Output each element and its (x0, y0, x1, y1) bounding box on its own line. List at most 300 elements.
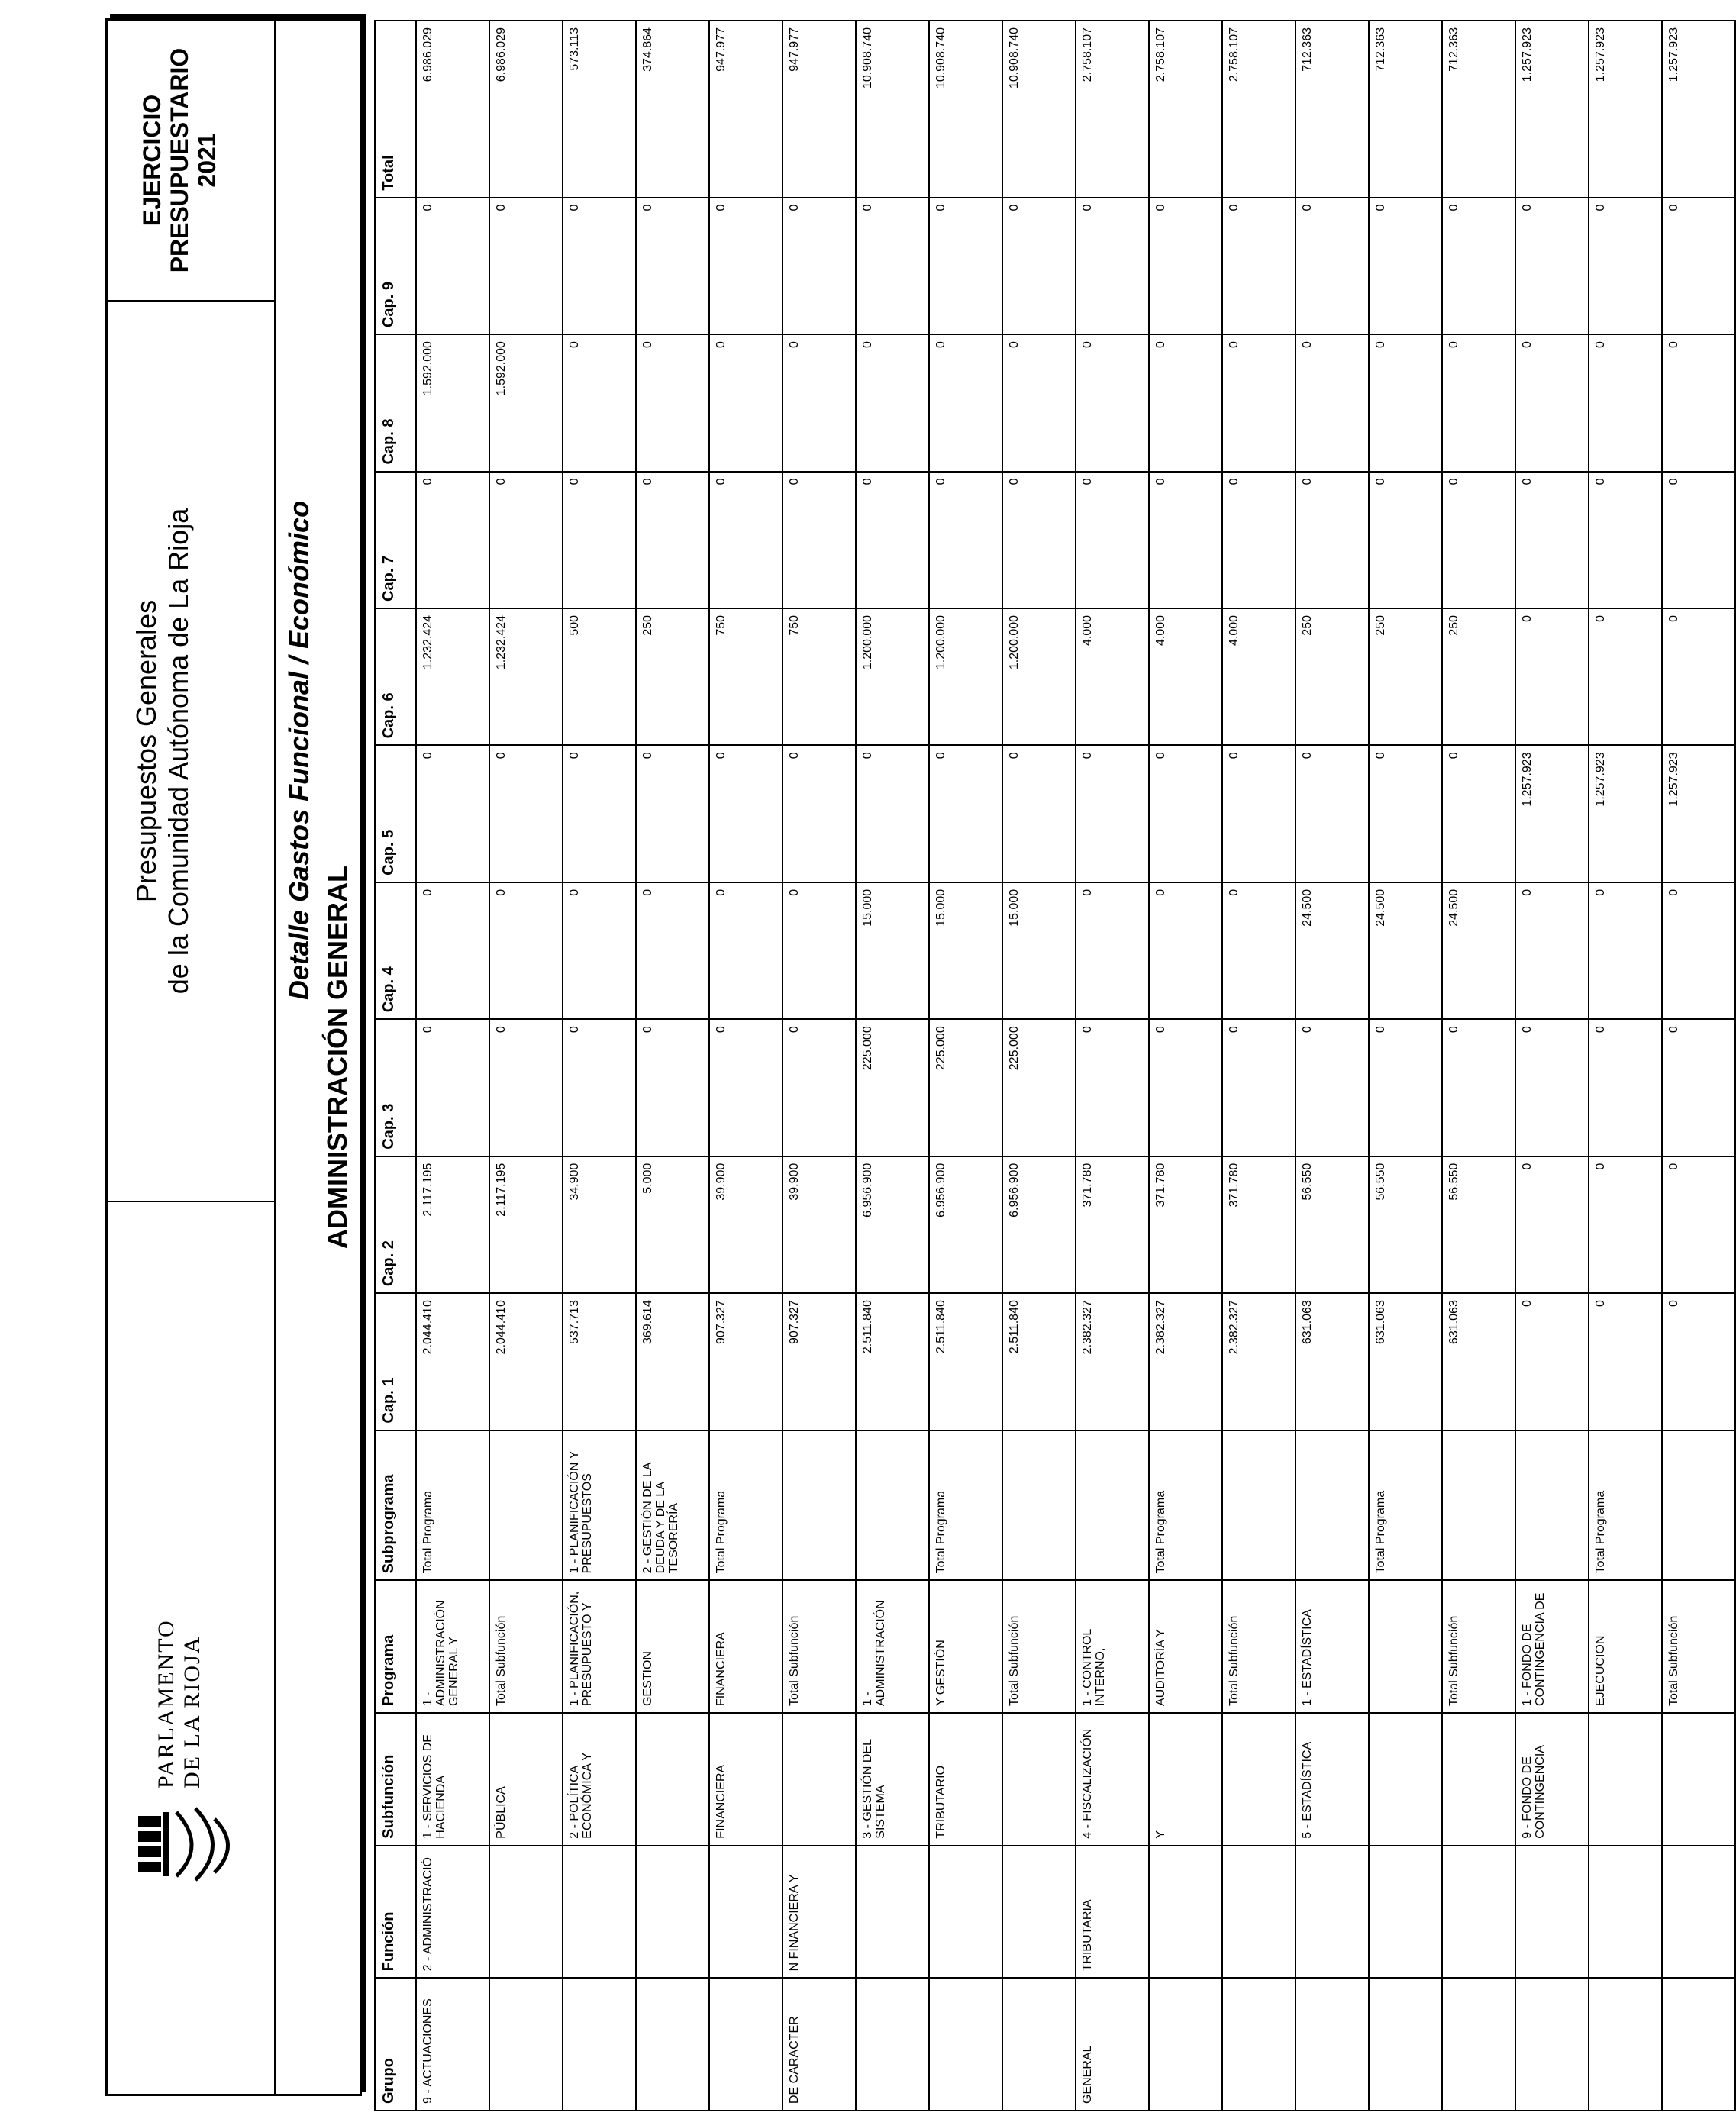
value-cell: 0 (1662, 334, 1735, 471)
subprograma-cell: Total Programa (1589, 1430, 1662, 1581)
grupo-cell: DE CARACTER (782, 1978, 856, 2111)
subprograma-cell (1296, 1430, 1369, 1581)
value-cell: 0 (1589, 198, 1662, 334)
value-cell: 6.956.900 (929, 1156, 1002, 1293)
value-cell: 1.257.923 (1589, 21, 1662, 198)
funcion-cell (1515, 1846, 1589, 1979)
value-cell: 0 (1222, 472, 1296, 608)
programa-cell: Total Subfunción (782, 1580, 856, 1713)
value-cell: 374.864 (636, 21, 709, 198)
value-cell: 0 (856, 745, 929, 882)
value-cell: 0 (856, 334, 929, 471)
value-cell: 0 (929, 472, 1002, 608)
value-cell: 0 (563, 334, 636, 471)
table-row (563, 21, 636, 2111)
value-cell: 15.000 (929, 882, 1002, 1019)
value-cell: 4.000 (1222, 608, 1296, 745)
programa-cell: Y GESTIÓN (929, 1580, 1002, 1713)
value-cell: 2.758.107 (1149, 21, 1222, 198)
value-cell: 1.257.923 (1662, 745, 1735, 882)
value-cell: 573.113 (563, 21, 636, 198)
funcion-cell (856, 1846, 929, 1979)
value-cell: 0 (1442, 334, 1515, 471)
grupo-cell (1662, 1978, 1735, 2111)
value-cell: 2.758.107 (1222, 21, 1296, 198)
subfuncion-cell: FINANCIERA (709, 1713, 782, 1846)
value-cell: 0 (1002, 745, 1076, 882)
programa-cell: Total Subfunción (1662, 1580, 1735, 1713)
value-cell: 0 (416, 745, 489, 882)
value-cell: 2.382.327 (1222, 1293, 1296, 1430)
value-cell: 1.592.000 (416, 334, 489, 471)
column-header: Cap. 8 (375, 334, 416, 471)
value-cell: 631.063 (1369, 1293, 1442, 1430)
value-cell: 2.117.195 (489, 1156, 563, 1293)
value-cell: 1.232.424 (489, 608, 563, 745)
subprograma-cell: 1 - PLANIFICACIÓN Y PRESUPUESTOS (563, 1430, 636, 1581)
ejercicio-year: 2021 (193, 133, 221, 188)
funcion-cell (563, 1846, 636, 1979)
grupo-cell (563, 1978, 636, 2111)
value-cell: 0 (782, 472, 856, 608)
value-cell: 0 (1149, 472, 1222, 608)
value-cell: 0 (1076, 745, 1149, 882)
subfuncion-cell: 2 - POLÍTICA ECONÓMICA Y (563, 1713, 636, 1846)
value-cell: 0 (1662, 1019, 1735, 1156)
value-cell: 225.000 (929, 1019, 1002, 1156)
crest-icon (131, 1804, 245, 1888)
value-cell: 0 (416, 1019, 489, 1156)
org-line2: DE LA RIOJA (179, 1635, 205, 1788)
programa-cell: AUDITORÍA Y (1149, 1580, 1222, 1713)
value-cell: 712.363 (1296, 21, 1369, 198)
value-cell: 1.257.923 (1515, 21, 1589, 198)
subprograma-cell (1442, 1430, 1515, 1581)
value-cell: 0 (489, 472, 563, 608)
value-cell: 0 (1369, 745, 1442, 882)
value-cell: 2.382.327 (1076, 1293, 1149, 1430)
column-header: Grupo (375, 1978, 416, 2111)
value-cell: 1.232.424 (416, 608, 489, 745)
value-cell: 2.044.410 (489, 1293, 563, 1430)
grupo-cell (1222, 1978, 1296, 2111)
value-cell: 0 (782, 882, 856, 1019)
table-row (1296, 21, 1369, 2111)
value-cell: 15.000 (856, 882, 929, 1019)
funcion-cell (709, 1846, 782, 1979)
programa-cell: 1 - ADMINISTRACIÓN GENERAL Y (416, 1580, 489, 1713)
subfuncion-cell (1369, 1713, 1442, 1846)
table-row (929, 21, 1002, 2111)
value-cell: 0 (1589, 472, 1662, 608)
value-cell: 4.000 (1076, 608, 1149, 745)
value-cell: 0 (1369, 198, 1442, 334)
value-cell: 0 (636, 1019, 709, 1156)
value-cell: 0 (1076, 472, 1149, 608)
value-cell: 0 (1076, 882, 1149, 1019)
value-cell: 0 (1076, 334, 1149, 471)
value-cell: 10.908.740 (1002, 21, 1076, 198)
value-cell: 0 (856, 198, 929, 334)
ejercicio-area (108, 21, 276, 300)
value-cell: 0 (782, 198, 856, 334)
column-header: Cap. 1 (375, 1293, 416, 1430)
value-cell: 0 (1076, 198, 1149, 334)
grupo-cell (1002, 1978, 1076, 2111)
grupo-cell: 9 - ACTUACIONES (416, 1978, 489, 2111)
column-header: Programa (375, 1580, 416, 1713)
grupo-cell (489, 1978, 563, 2111)
value-cell: 0 (1149, 1019, 1222, 1156)
table-row (1076, 21, 1149, 2111)
value-cell: 5.000 (636, 1156, 709, 1293)
value-cell: 0 (1149, 334, 1222, 471)
value-cell: 10.908.740 (929, 21, 1002, 198)
value-cell: 10.908.740 (856, 21, 929, 198)
value-cell: 750 (782, 608, 856, 745)
programa-cell: Total Subfunción (1222, 1580, 1296, 1713)
subprograma-cell (1002, 1430, 1076, 1581)
value-cell: 0 (636, 472, 709, 608)
value-cell: 0 (1369, 1019, 1442, 1156)
value-cell: 225.000 (856, 1019, 929, 1156)
column-header: Cap. 7 (375, 472, 416, 608)
table-row (856, 21, 929, 2111)
value-cell: 0 (1296, 198, 1369, 334)
funcion-cell: TRIBUTARIA (1076, 1846, 1149, 1979)
programa-cell: 1 - ADMINISTRACIÓN (856, 1580, 929, 1713)
value-cell: 56.550 (1369, 1156, 1442, 1293)
table-row (1149, 21, 1222, 2111)
value-cell: 0 (1076, 1019, 1149, 1156)
value-cell: 0 (1222, 1019, 1296, 1156)
title-area (108, 300, 276, 1201)
column-header: Cap. 6 (375, 608, 416, 745)
value-cell: 0 (636, 334, 709, 471)
column-header: Subprograma (375, 1430, 416, 1581)
value-cell: 39.900 (709, 1156, 782, 1293)
subprograma-cell (1662, 1430, 1735, 1581)
grupo-cell: GENERAL (1076, 1978, 1149, 2111)
logo-area (108, 1201, 276, 2094)
value-cell: 0 (563, 1019, 636, 1156)
value-cell: 0 (929, 334, 1002, 471)
value-cell: 2.511.840 (1002, 1293, 1076, 1430)
value-cell: 2.511.840 (929, 1293, 1002, 1430)
value-cell: 631.063 (1296, 1293, 1369, 1430)
subfuncion-cell (1589, 1713, 1662, 1846)
programa-cell: EJECUCION (1589, 1580, 1662, 1713)
column-header: Cap. 9 (375, 198, 416, 334)
value-cell: 6.986.029 (489, 21, 563, 198)
column-header: Cap. 5 (375, 745, 416, 882)
value-cell: 0 (1442, 198, 1515, 334)
subfuncion-cell: 5 - ESTADÍSTICA (1296, 1713, 1369, 1846)
grupo-cell (1296, 1978, 1369, 2111)
section-title: ADMINISTRACIÓN GENERAL (321, 866, 353, 1249)
value-cell: 2.758.107 (1076, 21, 1149, 198)
programa-cell: 1 - PLANIFICACIÓN, PRESUPUESTO Y (563, 1580, 636, 1713)
grupo-cell (1515, 1978, 1589, 2111)
subfuncion-cell: TRIBUTARIO (929, 1713, 1002, 1846)
grupo-cell (636, 1978, 709, 2111)
value-cell: 0 (489, 198, 563, 334)
header-frame (105, 18, 362, 2096)
value-cell: 0 (1515, 608, 1589, 745)
value-cell: 0 (416, 198, 489, 334)
grupo-cell (856, 1978, 929, 2111)
value-cell: 250 (1442, 608, 1515, 745)
programa-cell: FINANCIERA (709, 1580, 782, 1713)
column-header: Total (375, 21, 416, 198)
grupo-cell (1589, 1978, 1662, 2111)
value-cell: 0 (636, 882, 709, 1019)
value-cell: 2.044.410 (416, 1293, 489, 1430)
value-cell: 0 (1662, 882, 1735, 1019)
value-cell: 0 (1369, 334, 1442, 471)
value-cell: 56.550 (1442, 1156, 1515, 1293)
column-header: Cap. 4 (375, 882, 416, 1019)
value-cell: 0 (1369, 472, 1442, 608)
value-cell: 0 (1589, 608, 1662, 745)
value-cell: 0 (1589, 882, 1662, 1019)
table-row (1442, 21, 1515, 2111)
funcion-cell (489, 1846, 563, 1979)
table-row (782, 21, 856, 2111)
value-cell: 947.977 (782, 21, 856, 198)
programa-cell (1369, 1580, 1442, 1713)
value-cell: 1.200.000 (856, 608, 929, 745)
subfuncion-cell (1002, 1713, 1076, 1846)
value-cell: 0 (1662, 198, 1735, 334)
value-cell: 369.614 (636, 1293, 709, 1430)
value-cell: 371.780 (1076, 1156, 1149, 1293)
value-cell: 0 (1589, 1156, 1662, 1293)
ejercicio-line1: EJERCICIO (138, 94, 166, 227)
funcion-cell (1662, 1846, 1735, 1979)
subfuncion-cell (1222, 1713, 1296, 1846)
funcion-cell (929, 1846, 1002, 1979)
value-cell: 907.327 (782, 1293, 856, 1430)
value-cell: 15.000 (1002, 882, 1076, 1019)
subprograma-cell (1076, 1430, 1149, 1581)
table-body (416, 21, 1735, 2111)
value-cell: 0 (709, 1019, 782, 1156)
value-cell: 56.550 (1296, 1156, 1369, 1293)
subfuncion-cell: 3 - GESTIÓN DEL SISTEMA (856, 1713, 929, 1846)
subtitle: Detalle Gastos Funcional / Económico (283, 500, 315, 1001)
value-cell: 0 (1222, 198, 1296, 334)
value-cell: 631.063 (1442, 1293, 1515, 1430)
value-cell: 0 (1442, 745, 1515, 882)
value-cell: 0 (563, 472, 636, 608)
table-row (709, 21, 782, 2111)
subprograma-cell: Total Programa (1149, 1430, 1222, 1581)
subfuncion-cell: 1 - SERVICIOS DE HACIENDA (416, 1713, 489, 1846)
value-cell: 0 (416, 882, 489, 1019)
value-cell: 1.200.000 (929, 608, 1002, 745)
value-cell: 0 (1002, 334, 1076, 471)
value-cell: 0 (416, 472, 489, 608)
value-cell: 39.900 (782, 1156, 856, 1293)
value-cell: 0 (1149, 745, 1222, 882)
grupo-cell (1149, 1978, 1222, 2111)
value-cell: 1.257.923 (1515, 745, 1589, 882)
subfuncion-cell (782, 1713, 856, 1846)
subfuncion-cell (1442, 1713, 1515, 1846)
value-cell: 0 (1662, 472, 1735, 608)
funcion-cell: 2 - ADMINISTRACIÓ (416, 1846, 489, 1979)
funcion-cell (636, 1846, 709, 1979)
value-cell: 0 (709, 882, 782, 1019)
value-cell: 0 (1515, 198, 1589, 334)
subprograma-cell (489, 1430, 563, 1581)
column-header: Función (375, 1846, 416, 1979)
value-cell: 0 (489, 882, 563, 1019)
subfuncion-cell (636, 1713, 709, 1846)
subfuncion-cell: 4 - FISCALIZACIÓN (1076, 1713, 1149, 1846)
value-cell: 0 (709, 745, 782, 882)
value-cell: 0 (1589, 334, 1662, 471)
value-cell: 712.363 (1369, 21, 1442, 198)
org-name (153, 1619, 205, 1788)
value-cell: 0 (1222, 334, 1296, 471)
value-cell: 2.382.327 (1149, 1293, 1222, 1430)
value-cell: 0 (1002, 472, 1076, 608)
table-row (1589, 21, 1662, 2111)
value-cell: 0 (1589, 1293, 1662, 1430)
value-cell: 0 (1002, 198, 1076, 334)
table-header-row (375, 21, 416, 2111)
table-row (1662, 21, 1735, 2111)
value-cell: 1.257.923 (1662, 21, 1735, 198)
value-cell: 0 (563, 198, 636, 334)
funcion-cell (1002, 1846, 1076, 1979)
budget-table (374, 20, 1736, 2111)
funcion-cell (1149, 1846, 1222, 1979)
subfuncion-cell: 9 - FONDO DE CONTINGENCIA (1515, 1713, 1589, 1846)
column-header: Cap. 2 (375, 1156, 416, 1293)
programa-cell: 1 - FONDO DE CONTINGENCIA DE (1515, 1580, 1589, 1713)
value-cell: 0 (1442, 1019, 1515, 1156)
value-cell: 6.986.029 (416, 21, 489, 198)
value-cell: 0 (709, 472, 782, 608)
subprograma-cell (782, 1430, 856, 1581)
value-cell: 0 (1662, 1293, 1735, 1430)
subprograma-cell (1222, 1430, 1296, 1581)
subfuncion-cell (1662, 1713, 1735, 1846)
funcion-cell (1222, 1846, 1296, 1979)
value-cell: 1.257.923 (1589, 745, 1662, 882)
programa-cell: 1 - CONTROL INTERNO, (1076, 1580, 1149, 1713)
value-cell: 0 (1515, 1293, 1589, 1430)
value-cell: 250 (636, 608, 709, 745)
subprograma-cell: Total Programa (416, 1430, 489, 1581)
grupo-cell (1369, 1978, 1442, 2111)
value-cell: 1.200.000 (1002, 608, 1076, 745)
programa-cell: Total Subfunción (1442, 1580, 1515, 1713)
value-cell: 0 (1222, 882, 1296, 1019)
value-cell: 0 (709, 334, 782, 471)
subprograma-cell: Total Programa (1369, 1430, 1442, 1581)
value-cell: 0 (1296, 334, 1369, 471)
value-cell: 6.956.900 (1002, 1156, 1076, 1293)
value-cell: 0 (1442, 472, 1515, 608)
org-line1: PARLAMENTO (153, 1619, 179, 1788)
value-cell: 0 (709, 198, 782, 334)
value-cell: 34.900 (563, 1156, 636, 1293)
value-cell: 225.000 (1002, 1019, 1076, 1156)
table-row (1369, 21, 1442, 2111)
value-cell: 0 (1515, 1019, 1589, 1156)
subprograma-cell: Total Programa (709, 1430, 782, 1581)
column-header: Cap. 3 (375, 1019, 416, 1156)
value-cell: 24.500 (1369, 882, 1442, 1019)
funcion-cell: N FINANCIERA Y (782, 1846, 856, 1979)
subfuncion-cell: Y (1149, 1713, 1222, 1846)
subprograma-cell: Total Programa (929, 1430, 1002, 1581)
title-line1: Presupuestos Generales (131, 599, 162, 903)
value-cell: 0 (636, 198, 709, 334)
value-cell: 0 (782, 745, 856, 882)
value-cell: 0 (1296, 472, 1369, 608)
ejercicio-label (138, 21, 221, 300)
programa-cell: Total Subfunción (1002, 1580, 1076, 1713)
value-cell: 907.327 (709, 1293, 782, 1430)
value-cell: 0 (1515, 1156, 1589, 1293)
value-cell: 371.780 (1222, 1156, 1296, 1293)
value-cell: 537.713 (563, 1293, 636, 1430)
value-cell: 0 (1296, 745, 1369, 882)
value-cell: 0 (782, 334, 856, 471)
subprograma-cell: 2 - GESTIÓN DE LA DEUDA Y DE LA TESORERÍA (636, 1430, 709, 1581)
value-cell: 0 (1149, 882, 1222, 1019)
value-cell: 0 (1662, 608, 1735, 745)
funcion-cell (1369, 1846, 1442, 1979)
value-cell: 0 (1662, 1156, 1735, 1293)
table-row (1515, 21, 1589, 2111)
value-cell: 250 (1296, 608, 1369, 745)
value-cell: 0 (1296, 1019, 1369, 1156)
value-cell: 750 (709, 608, 782, 745)
value-cell: 0 (563, 745, 636, 882)
column-header: Subfunción (375, 1713, 416, 1846)
table-row (1002, 21, 1076, 2111)
value-cell: 0 (782, 1019, 856, 1156)
value-cell: 24.500 (1442, 882, 1515, 1019)
value-cell: 0 (929, 198, 1002, 334)
subfuncion-cell: PÚBLICA (489, 1713, 563, 1846)
ejercicio-line2: PRESUPUESTARIO (166, 47, 193, 273)
value-cell: 0 (563, 882, 636, 1019)
value-cell: 0 (1515, 882, 1589, 1019)
funcion-cell (1442, 1846, 1515, 1979)
subprograma-cell (1515, 1430, 1589, 1581)
value-cell: 0 (489, 745, 563, 882)
table-row (1222, 21, 1296, 2111)
value-cell: 4.000 (1149, 608, 1222, 745)
value-cell: 1.592.000 (489, 334, 563, 471)
grupo-cell (929, 1978, 1002, 2111)
table-row (489, 21, 563, 2111)
subprograma-cell (856, 1430, 929, 1581)
value-cell: 0 (489, 1019, 563, 1156)
table-row (416, 21, 489, 2111)
value-cell: 0 (1515, 334, 1589, 471)
programa-cell: Total Subfunción (489, 1580, 563, 1713)
value-cell: 500 (563, 608, 636, 745)
funcion-cell (1589, 1846, 1662, 1979)
